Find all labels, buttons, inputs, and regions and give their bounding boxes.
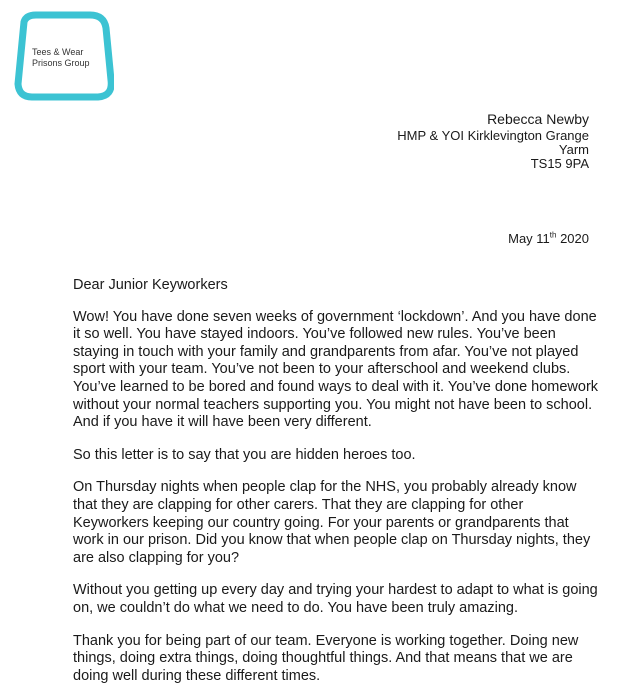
address-line-2: Yarm xyxy=(558,142,589,157)
paragraph-1: Wow! You have done seven weeks of government ‘lockdown’. And you have done it so well. You have stayed indoors. You’ve followed new rules. You’ve been staying in touch with your family and grandparents from afar. You’ve not played sport with your team. You’ve not been to your afterschool and weekend clubs. You’ve learned to be bored and found ways to deal with it. You’ve done homework without your normal teachers supporting you. You might not have been to school. And if you have it will have been very different. xyxy=(73,308,599,431)
sender-address xyxy=(397,111,589,171)
date-suffix: th xyxy=(549,230,557,240)
paragraph-4: Without you getting up every day and trying your hardest to adapt to what is going on, we couldn’t do what we need to do. You have been truly amazing. xyxy=(73,582,598,616)
paragraph-2: So this letter is to say that you are hidden heroes too. xyxy=(73,446,416,463)
address-postcode: TS15 9PA xyxy=(530,156,589,171)
logo-wordmark xyxy=(32,47,90,69)
letter-date xyxy=(508,231,589,246)
logo-line-2: Prisons Group xyxy=(32,58,90,68)
salutation: Dear Junior Keyworkers xyxy=(73,277,228,293)
organisation-logo xyxy=(10,10,114,102)
sender-name: Rebecca Newby xyxy=(487,111,589,127)
address-line-1: HMP & YOI Kirklevington Grange xyxy=(397,128,589,143)
letter-body xyxy=(73,277,603,700)
paragraph-5: Thank you for being part of our team. Everyone is working together. Doing new things, doing extra things, doing thoughtful things. And that means that we are doing well during these different times. xyxy=(73,632,579,684)
date-prefix: May 11 xyxy=(508,231,550,246)
paragraph-3: On Thursday nights when people clap for the NHS, you probably already know that they are clapping for other carers. That they are clapping for other Keyworkers keeping our country going. For your parents or grandparents that work in our prison. Did you know that when people clap on Thursday nights, they are also clapping for you? xyxy=(73,479,591,566)
date-year: 2020 xyxy=(556,231,589,246)
logo-line-1: Tees & Wear xyxy=(32,47,84,57)
